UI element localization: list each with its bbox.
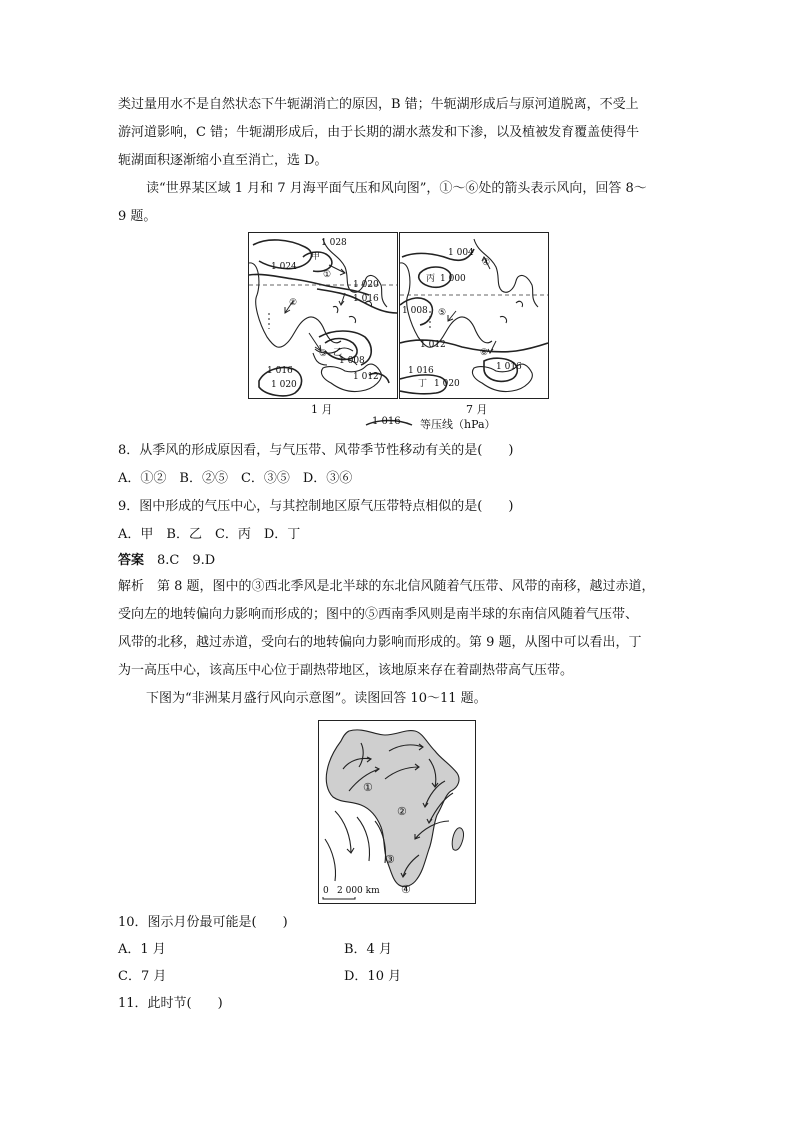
question-10: 10．图示月份最可能是( ) [118,915,288,930]
text-line: 类过量用水不是自然状态下牛轭湖消亡的原因，B 错；牛轭湖形成后与原河道脱离，不受上 [118,97,639,112]
isobar-label: 1 020 [271,380,297,390]
question-intro-cont: 9 题。 [118,209,157,224]
scale-zero: 0 [323,886,329,896]
isobar-label: 1 012 [420,340,446,350]
wind-marker: ② [289,298,298,308]
isobar-label: 1 020 [434,379,460,389]
wind-marker: ① [323,270,332,280]
wind-marker: ③ [385,853,395,866]
question-9: 9．图中形成的气压中心，与其控制地区原气压带特点相似的是( ) [118,499,514,514]
isobar-label: 1 016 [496,362,522,372]
analysis-line: 为一高压中心，该高压中心位于副热带地区，该地原来存在着副热带高气压带。 [118,663,574,678]
isobar-label: 1 012 [353,372,379,382]
wind-marker: ⑥ [480,348,489,358]
scale-text: 2 000 km [337,886,380,896]
wind-marker: ④ [401,883,411,896]
analysis-line: 解析 第 8 题，图中的③西北季风是北半球的东北信风随着气压带、风带的南移，越过赤道， [118,579,655,594]
question-intro-2: 下图为“非洲某月盛行风向示意图”。读图回答 10～11 题。 [146,691,487,706]
question-10-option-d: D．10 月 [344,969,402,984]
answer-value: 8.C 9.D [157,553,216,568]
question-10-option-c: C．7 月 [118,969,167,984]
isobar-label: 1 028 [321,238,347,248]
wind-marker: ② [397,805,407,818]
isobar-label: 1 008 [339,356,365,366]
answer-label: 答案 [118,553,145,568]
question-8-options: A．①② B．②⑤ C．③⑤ D．③⑥ [118,471,353,486]
legend-text: 等压线（hPa） [420,418,496,431]
scale-bar [323,897,355,899]
wind-marker: ⑤ [438,308,447,318]
question-10-option-b: B．4 月 [344,942,392,957]
isobar-label: 1 016 [353,294,379,304]
isobar-label: 1 008 [402,306,428,316]
pressure-center-label: 丁 [418,379,428,389]
pressure-center-label: 甲 [311,252,321,262]
text-line: 游河道影响，C 错；牛轭湖形成后，由于长期的湖水蒸发和下渗，以及植被发育覆盖使得牛 [118,125,640,140]
isobar-label: 1 024 [271,262,297,272]
answer-line [118,552,215,570]
isobar-label: 1 016 [408,366,434,376]
question-8: 8．从季风的形成原因看，与气压带、风带季节性移动有关的是( ) [118,443,514,458]
pressure-center-label: 乙 [333,348,343,358]
question-11: 11．此时节( ) [118,996,223,1011]
africa-wind-map [318,720,476,904]
question-9-options: A．甲 B．乙 C．丙 D．丁 [118,527,301,542]
question-intro: 读“世界某区域 1 月和 7 月海平面气压和风向图”，①～⑥处的箭头表示风向，回答 8～ [146,181,647,196]
analysis-line: 受向左的地转偏向力影响而形成的；图中的⑤西南季风则是南半球的东南信风随着气压带、 [118,607,639,622]
analysis-line: 风带的北移，越过赤道，受向右的地转偏向力影响而形成的。第 9 题，从图中可以看出，丁 [118,635,642,650]
july-pressure-map [399,232,549,399]
july-caption: 7 月 [466,403,488,416]
isobar-label: 1 004 [448,248,474,258]
january-caption: 1 月 [311,403,333,416]
text-line: 轭湖面积逐渐缩小直至消亡，选 D。 [118,153,328,168]
wind-marker: ④ [482,258,491,268]
wind-marker: ③ [319,349,328,359]
isobar-label: 1 000 [440,274,466,284]
legend-value: 1 016 [372,416,401,427]
isobar-label: 1 020 [353,280,379,290]
wind-marker: ① [363,781,373,794]
question-10-option-a: A．1 月 [118,942,166,957]
pressure-center-label: 丙 [426,274,436,284]
isobar-label: 1 016 [267,366,293,376]
january-pressure-map [248,232,398,399]
